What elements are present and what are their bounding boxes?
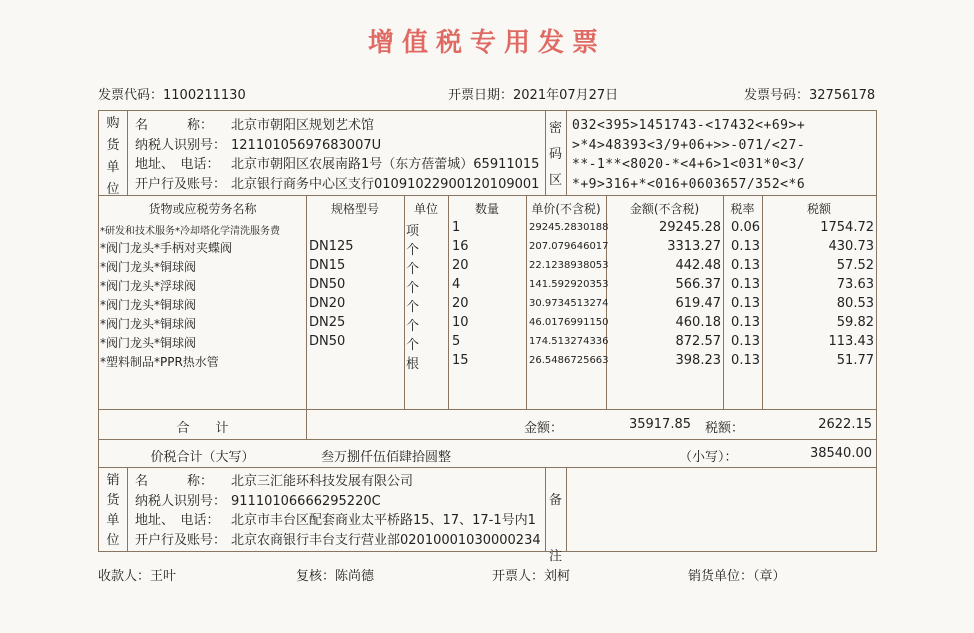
seller-block: [135, 472, 541, 550]
totals-tax-label: 税额：: [705, 421, 745, 436]
item-unit: 个: [406, 338, 420, 353]
side-char: 销: [106, 473, 120, 488]
buyer-name-label: 名 称：: [135, 118, 214, 133]
buyer-name-row: [135, 116, 539, 136]
item-name: *塑料制品*PPR热水管: [100, 355, 219, 369]
buyer-taxid-row: [135, 136, 539, 156]
item-price: 174.513274336: [529, 336, 609, 347]
payee-label: 收款人：: [98, 569, 151, 584]
footer-issuer: [492, 565, 570, 584]
item-tax: 51.77: [836, 353, 874, 368]
side-char: 单: [106, 513, 120, 528]
seller-bank-row: [135, 531, 541, 551]
buyer-bank-row: [135, 175, 539, 195]
item-spec: DN50: [309, 277, 346, 292]
table-row: [99, 295, 876, 314]
item-rate: 0.13: [731, 296, 760, 311]
buyer-name: 北京市朝阳区规划艺术馆: [231, 118, 375, 133]
cipher-line: 032<395>1451743-<17432<+69>+: [572, 118, 806, 133]
seller-taxid-label: 纳税人识别号：: [135, 493, 227, 509]
side-char: 货: [106, 138, 120, 153]
buyer-addr: 北京市朝阳区农展南路1号（东方蓓蕾城）65911015: [231, 157, 540, 172]
invoice-title: 增值税专用发票: [367, 28, 606, 58]
item-rate: 0.13: [731, 334, 760, 349]
item-qty: 16: [452, 239, 469, 254]
side-char: 密: [548, 121, 562, 136]
col-tax-header: 税额: [806, 202, 831, 216]
item-amount: 29245.28: [658, 220, 721, 235]
item-tax: 113.43: [828, 334, 874, 349]
item-rate: 0.13: [731, 277, 760, 292]
invoice-number-value: 32756178: [809, 88, 876, 103]
item-spec: DN50: [309, 334, 346, 349]
col-unit-header: 单位: [413, 202, 438, 216]
totals-label: 合 计: [176, 421, 229, 436]
totals-amount-label: 金额：: [524, 421, 564, 436]
item-spec: DN125: [309, 239, 354, 254]
table-row: [99, 352, 876, 371]
seller-name-row: [135, 472, 541, 492]
item-amount: 566.37: [675, 277, 721, 292]
invoice-table: [98, 110, 877, 564]
item-tax: 430.73: [828, 239, 874, 254]
col-name-header: 货物或应税劳务名称: [148, 202, 257, 216]
item-amount: 3313.27: [667, 239, 721, 254]
item-amount: 398.23: [675, 353, 721, 368]
item-rate: 0.13: [731, 315, 760, 330]
seller-addr-row: [135, 511, 541, 531]
invoice-number: [744, 84, 875, 103]
review-label: 复核：: [296, 569, 336, 584]
table-row: [99, 333, 876, 352]
grand-total-words: 叁万捌仟伍佰肆拾圆整: [321, 450, 452, 465]
side-char: 位: [106, 182, 120, 197]
item-price: 207.079646017: [529, 241, 609, 252]
divider: [99, 195, 876, 196]
invoice-code-value: 1100211130: [163, 88, 246, 103]
cipher-side-label: [545, 116, 566, 194]
item-amount: 442.48: [675, 258, 721, 273]
seller-side-label: [100, 471, 126, 551]
cipher-line: *+9>316+*<016+0603657/352<*6: [572, 176, 806, 192]
divider: [566, 467, 567, 551]
item-qty: 1: [452, 220, 461, 235]
col-rate-header: 税率: [730, 202, 755, 216]
side-char: 码: [548, 147, 562, 162]
seller-name: 北京三汇能环科技发展有限公司: [231, 474, 414, 489]
review-name: 陈尚德: [335, 569, 375, 584]
grand-total-label: 价税合计（大写）: [150, 450, 255, 465]
item-rate: 0.13: [731, 239, 760, 254]
item-qty: 15: [452, 353, 469, 368]
item-qty: 20: [452, 258, 469, 273]
item-tax: 57.52: [836, 258, 874, 273]
invoice-date-label: 开票日期：: [448, 88, 514, 103]
footer-seal: 销货单位：（章）: [688, 569, 786, 584]
divider: [127, 467, 128, 551]
footer-review: [296, 565, 374, 584]
item-tax: 59.82: [836, 315, 874, 330]
item-tax: 80.53: [836, 296, 874, 311]
item-rate: 0.13: [731, 353, 760, 368]
item-price: 22.1238938053: [529, 260, 609, 271]
buyer-taxid-label: 纳税人识别号：: [135, 137, 227, 153]
invoice-date: [448, 84, 618, 103]
item-spec: DN25: [309, 315, 346, 330]
table-row: [99, 238, 876, 257]
cipher-line: >*4>48393<3/9+06+>>-071/<27-: [572, 137, 806, 153]
item-qty: 10: [452, 315, 469, 330]
invoice-code: [98, 84, 246, 103]
col-price-header: 单价(不含税): [531, 202, 601, 216]
item-qty: 5: [452, 334, 461, 349]
seller-taxid: 91110106666295220C: [231, 493, 381, 509]
item-spec: DN15: [309, 258, 346, 273]
item-name: *阀门龙头*浮球阀: [100, 279, 197, 293]
buyer-addr-row: [135, 155, 539, 175]
item-rate: 0.13: [731, 258, 760, 273]
buyer-bank: 北京银行商务中心区支行01091022900120109001: [231, 176, 540, 192]
totals-tax: 2622.15: [818, 417, 872, 432]
item-name: *阀门龙头*铜球阀: [100, 317, 197, 331]
divider: [99, 439, 876, 440]
item-unit: 根: [406, 357, 420, 372]
col-amount-header: 金额(不含税): [629, 202, 700, 216]
grand-total-small: 38540.00: [809, 446, 872, 461]
item-spec: DN20: [309, 296, 346, 311]
table-row: [99, 276, 876, 295]
seller-bank-label: 开户行及账号：: [135, 532, 227, 548]
buyer-block: [135, 116, 539, 194]
issuer-name: 刘柯: [544, 569, 571, 584]
item-tax: 73.63: [836, 277, 874, 292]
seller-addr-label: 地址、 电话：: [135, 513, 220, 528]
divider: [99, 409, 876, 410]
buyer-taxid: 12110105697683007U: [231, 137, 382, 153]
item-name: *阀门龙头*铜球阀: [100, 298, 197, 312]
table-row: [99, 314, 876, 333]
buyer-bank-label: 开户行及账号：: [135, 176, 227, 192]
payee-name: 王叶: [150, 569, 177, 584]
table-row: [99, 219, 876, 238]
item-name: *阀门龙头*手柄对夹蝶阀: [100, 241, 233, 255]
issuer-label: 开票人：: [492, 569, 545, 584]
side-char: 购: [106, 116, 120, 131]
side-char: 备: [548, 493, 562, 508]
seller-name-label: 名 称：: [135, 474, 214, 489]
grand-total-small-label: （小写）：: [679, 450, 738, 465]
side-char: 货: [106, 493, 120, 508]
totals-amount: 35917.85: [628, 417, 691, 432]
seller-taxid-row: [135, 492, 541, 512]
divider: [566, 111, 567, 195]
item-unit: 项: [406, 224, 420, 239]
item-unit: 个: [406, 300, 420, 315]
item-unit: 个: [406, 262, 420, 277]
invoice-number-label: 发票号码：: [744, 88, 810, 103]
item-price: 29245.2830188: [529, 222, 609, 233]
buyer-side-label: [100, 113, 126, 201]
side-char: 位: [106, 533, 120, 548]
side-char: 区: [548, 173, 562, 188]
divider: [99, 467, 876, 468]
item-amount: 872.57: [675, 334, 721, 349]
invoice-code-label: 发票代码：: [98, 88, 164, 103]
item-name: *研发和技术服务*冷却塔化学清洗服务费: [100, 226, 280, 237]
item-unit: 个: [406, 281, 420, 296]
divider: [127, 111, 128, 195]
cipher-line: **-1**<8020-*<4+6>1<031*0<3/: [572, 157, 806, 172]
table-row: [99, 257, 876, 276]
footer-payee: [98, 565, 176, 584]
item-tax: 1754.72: [820, 220, 874, 235]
item-unit: 个: [406, 243, 420, 258]
item-price: 30.9734513274: [529, 298, 609, 309]
item-unit: 个: [406, 319, 420, 334]
col-qty-header: 数量: [474, 202, 499, 216]
item-price: 46.0176991150: [529, 317, 609, 328]
item-name: *阀门龙头*铜球阀: [100, 336, 197, 350]
item-price: 26.5486725663: [529, 355, 609, 366]
item-qty: 4: [452, 277, 461, 292]
item-price: 141.592920353: [529, 279, 609, 290]
item-name: *阀门龙头*铜球阀: [100, 260, 197, 274]
buyer-addr-label: 地址、 电话：: [135, 157, 220, 172]
seller-addr: 北京市丰台区配套商业太平桥路15、17、17-1号内1: [231, 513, 536, 528]
item-amount: 619.47: [675, 296, 721, 311]
side-char: 单: [106, 160, 120, 175]
item-qty: 20: [452, 296, 469, 311]
col-spec-header: 规格型号: [330, 202, 379, 216]
cipher-block: [572, 116, 805, 194]
item-amount: 460.18: [675, 315, 721, 330]
seller-bank: 北京农商银行丰台支行营业部02010001030000234: [231, 532, 541, 548]
invoice-date-value: 2021年07月27日: [513, 88, 619, 103]
item-rate: 0.06: [731, 220, 760, 235]
side-char: 注: [548, 549, 562, 564]
